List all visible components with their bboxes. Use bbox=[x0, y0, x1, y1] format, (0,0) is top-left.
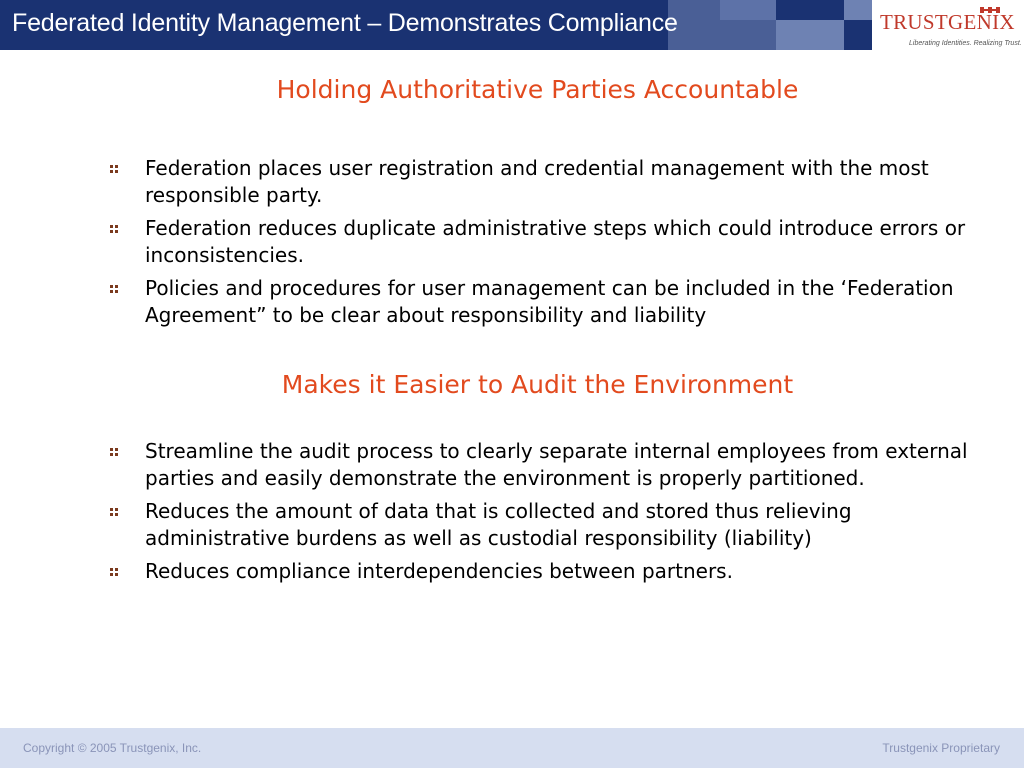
bullet-icon bbox=[110, 285, 118, 293]
header-decoration bbox=[844, 0, 872, 20]
slide-footer bbox=[0, 728, 1024, 768]
section-heading-accountable: Holding Authoritative Parties Accountable bbox=[276, 75, 799, 104]
list-item-text: Streamline the audit process to clearly separate internal employees from external parties and easily demonstrate the environment is properly partitioned. bbox=[145, 439, 968, 490]
bullet-list-audit bbox=[110, 438, 970, 591]
bullet-icon bbox=[110, 165, 118, 173]
list-item bbox=[110, 558, 970, 585]
header-decoration bbox=[776, 20, 844, 50]
list-item-text: Federation reduces duplicate administrative steps which could introduce errors or inconsistencies. bbox=[145, 216, 966, 267]
list-item bbox=[110, 155, 970, 209]
list-item bbox=[110, 438, 970, 492]
bullet-list-accountable bbox=[110, 155, 970, 335]
header-decoration bbox=[720, 0, 776, 20]
list-item-text: Reduces compliance interdependencies between partners. bbox=[145, 559, 733, 583]
bullet-icon bbox=[110, 448, 118, 456]
section-heading-audit: Makes it Easier to Audit the Environment bbox=[281, 370, 794, 399]
list-item-text: Reduces the amount of data that is collected and stored thus relieving administrative burdens as well as custodial responsibility (liability) bbox=[145, 499, 852, 550]
title-bar bbox=[0, 0, 872, 50]
bullet-icon bbox=[110, 508, 118, 516]
list-item-text: Federation places user registration and credential management with the most responsible party. bbox=[145, 156, 929, 207]
list-item bbox=[110, 215, 970, 269]
bullet-icon bbox=[110, 225, 118, 233]
logo-tagline: Liberating Identities. Realizing Trust. bbox=[909, 40, 1022, 47]
logo-wordmark: TRUSTGENIX bbox=[880, 10, 1015, 34]
list-item-text: Policies and procedures for user management can be included in the ‘Federation Agreement” to be clear about responsibility and liability bbox=[145, 276, 954, 327]
header-decoration bbox=[776, 0, 844, 20]
slide-title: Federated Identity Management – Demonstrates Compliance bbox=[12, 9, 678, 37]
list-item bbox=[110, 275, 970, 329]
list-item bbox=[110, 498, 970, 552]
bullet-icon bbox=[110, 568, 118, 576]
proprietary-text: Trustgenix Proprietary bbox=[882, 741, 1000, 755]
copyright-text: Copyright © 2005 Trustgenix, Inc. bbox=[23, 741, 202, 755]
